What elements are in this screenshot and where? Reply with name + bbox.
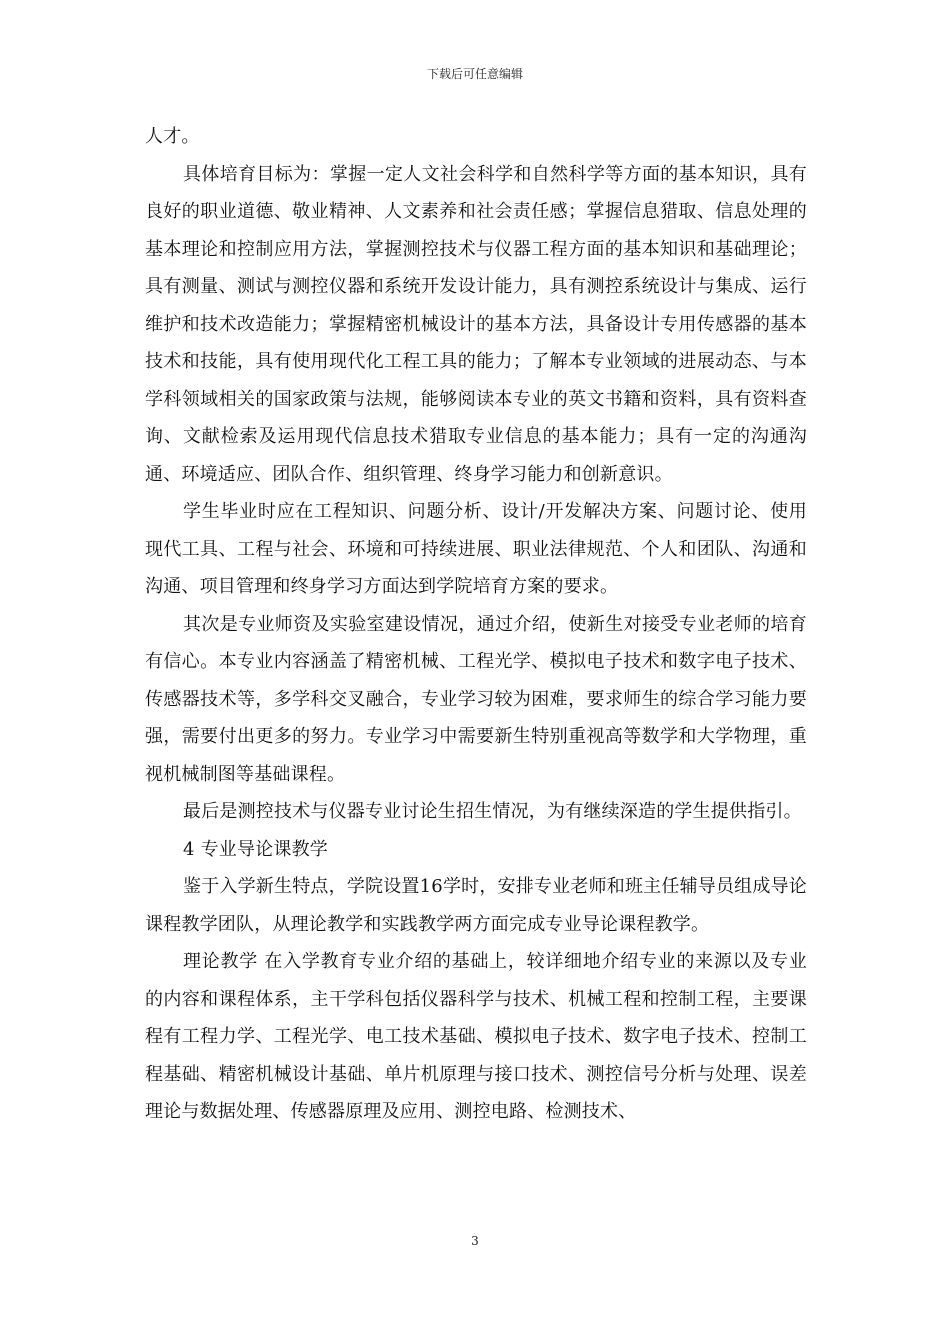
page-number: 3 [471,1234,479,1248]
paragraph-faculty-and-labs: 其次是专业师资及实验室建设情况，通过介绍，使新生对接受专业老师的培育有信心。本专业内容涵盖了精密机械、工程光学、模拟电子技术和数字电子技术、传感器技术等，多学科交叉融合，专业学习较为困难，要求师生的综合学习能力要强，需要付出更多的努力。专业学习中需要新生特别重视高等数学和大学物理，重视机械制图等基础课程。 [145,613,807,785]
paragraph-training-objectives: 具体培育目标为：掌握一定人文社会科学和自然科学等方面的基本知识，具有良好的职业道德、敬业精神、人文素养和社会责任感；掌握信息猎取、信息处理的基本理论和控制应用方法，掌握测控技术与仪器工程方面的基本知识和基础理论；具有测量、测试与测控仪器和系统开发设计能力，具有测控系统设计与集成、运行维护和技术改造能力；掌握精密机械设计的基本方法，具备设计专用传感器的基本技术和技能，具有使用现代化工程工具的能力；了解本专业领域的进展动态、与本学科领域相关的国家政策与法规，能够阅读本专业的英文书籍和资料，具有资料查询、文献检索及运用现代信息技术猎取专业信息的基本能力；具有一定的沟通沟通、环境适应、团队合作、组织管理、终身学习能力和创新意识。 [145,163,807,485]
paragraph-theory-teaching: 理论教学 在入学教育专业介绍的基础上，较详细地介绍专业的来源以及专业的内容和课程体系，主干学科包括仪器科学与技术、机械工程和控制工程，主要课程有工程力学、工程光学、电工技术基础、模拟电子技术、数字电子技术、控制工程基础、精密机械设计基础、单片机原理与接口技术、测控信号分析与处理、误差理论与数据处理、传感器原理及应用、测控电路、检测技术、 [145,951,807,1122]
section-heading-introduction-course: 4 专业导论课教学 [183,838,328,860]
paragraph-course-setup: 鉴于入学新生特点，学院设置16学时，安排专业老师和班主任辅导员组成导论课程教学团队，从理论教学和实践教学两方面完成专业导论课程教学。 [145,876,807,935]
document-body [145,118,807,1131]
page-header: 下载后可任意编辑 [426,67,523,81]
paragraph-continuation: 人才。 [145,126,200,147]
paragraph-graduate-admissions: 最后是测控技术与仪器专业讨论生招生情况，为有继续深造的学生提供指引。 [183,801,802,822]
paragraph-graduation-requirements: 学生毕业时应在工程知识、问题分析、设计/开发解决方案、问题讨论、使用现代工具、工程与社会、环境和可持续进展、职业法律规范、个人和团队、沟通和沟通、项目管理和终身学习方面达到学院培育方案的要求。 [145,501,807,597]
